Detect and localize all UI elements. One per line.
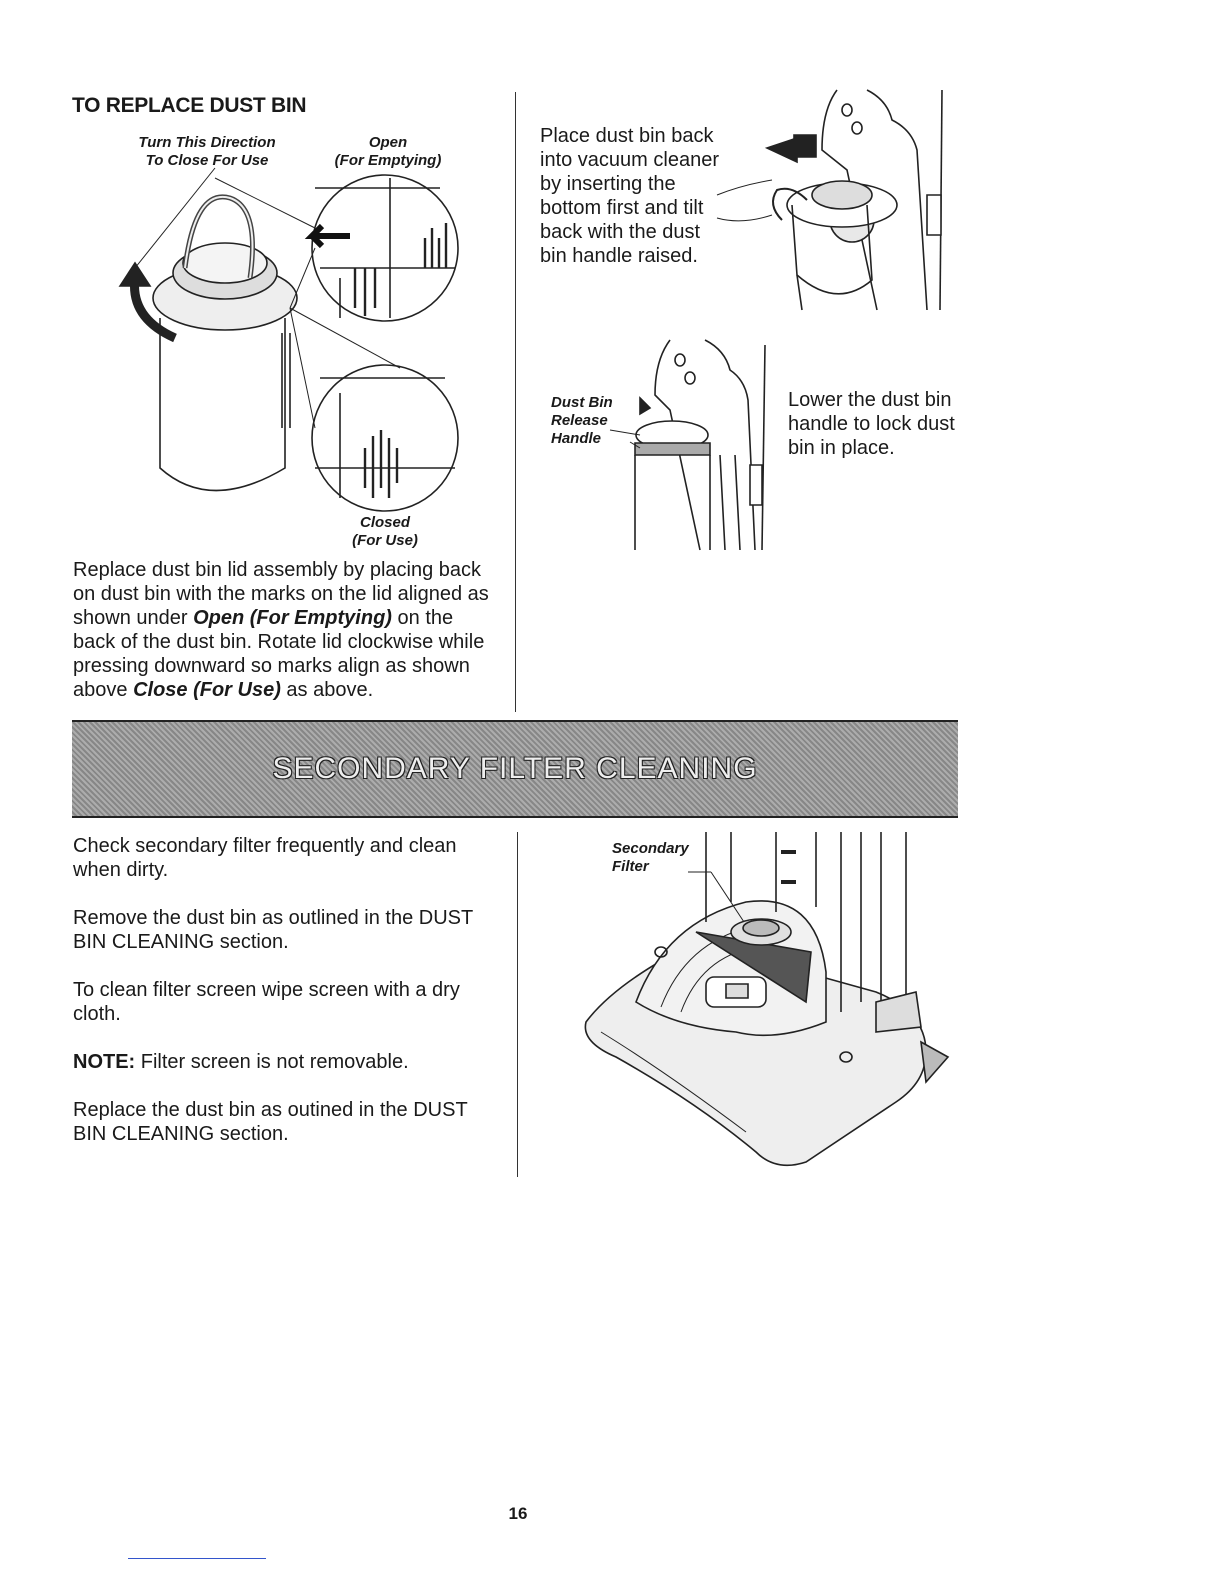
label-release-line3: Handle <box>551 430 602 447</box>
replace-lid-instructions <box>73 558 498 702</box>
filter-paragraph-clean: To clean filter screen wipe screen with a dry cloth. <box>73 979 460 1025</box>
caption-turn-direction <box>102 134 312 170</box>
filter-paragraph-note <box>73 1050 498 1074</box>
vacuum-insert-bin-illustration <box>712 90 957 315</box>
note-label: NOTE: <box>73 1051 136 1073</box>
label-release-line1: Dust Bin <box>551 394 613 411</box>
caption-open-line2: (For Emptying) <box>334 152 442 169</box>
column-divider-top <box>515 92 516 712</box>
caption-closed <box>330 514 440 550</box>
page-number: 16 <box>508 1504 528 1523</box>
caption-open <box>318 134 458 170</box>
vacuum-lock-bin-illustration <box>610 340 775 552</box>
caption-closed-line1: Closed <box>359 514 410 531</box>
filter-instructions <box>73 834 498 1170</box>
place-dust-bin-instructions: Place dust bin back into vacuum cleaner by inserting the bottom first and tilt back with the dust bin handle raised. <box>540 125 719 267</box>
filter-paragraph-replace: Replace the dust bin as outined in the DUST BIN CLEANING section. <box>73 1099 468 1145</box>
note-text: Filter screen is not removable. <box>135 1051 409 1073</box>
vacuum-base-filter-illustration <box>576 832 948 1172</box>
replace-lid-emph-close: Close (For Use) <box>133 679 281 701</box>
column-divider-bottom <box>517 832 518 1177</box>
lower-handle-instructions: Lower the dust bin handle to lock dust bin in place. <box>788 389 955 459</box>
footer-link-underline <box>128 1558 266 1559</box>
replace-lid-text-3: as above. <box>280 679 374 701</box>
label-secondary-line1: Secondary <box>612 840 689 857</box>
banner-title: SECONDARY FILTER CLEANING <box>272 752 758 785</box>
dust-bin-lid-illustration <box>100 168 470 516</box>
section-heading-replace-dust-bin: TO REPLACE DUST BIN <box>72 94 307 117</box>
caption-closed-line2: (For Use) <box>352 532 418 549</box>
replace-lid-text-2: on the back of the dust bin. Rotate lid clockwise while pressing downward so marks align as shown above <box>73 607 485 701</box>
label-release-line2: Release <box>551 412 608 429</box>
section-banner <box>72 720 958 818</box>
caption-turn-line1: Turn This Direction <box>138 134 276 151</box>
filter-paragraph-check: Check secondary filter frequently and clean when dirty. <box>73 835 457 881</box>
filter-paragraph-remove: Remove the dust bin as outlined in the DUST BIN CLEANING section. <box>73 907 473 953</box>
label-secondary-line2: Filter <box>612 858 649 875</box>
replace-lid-text-1: Replace dust bin lid assembly by placing back on dust bin with the marks on the lid aligned as shown under <box>73 559 489 629</box>
caption-turn-line2: To Close For Use <box>145 152 269 169</box>
caption-open-line1: Open <box>368 134 408 151</box>
replace-lid-emph-open: Open (For Emptying) <box>193 607 392 629</box>
